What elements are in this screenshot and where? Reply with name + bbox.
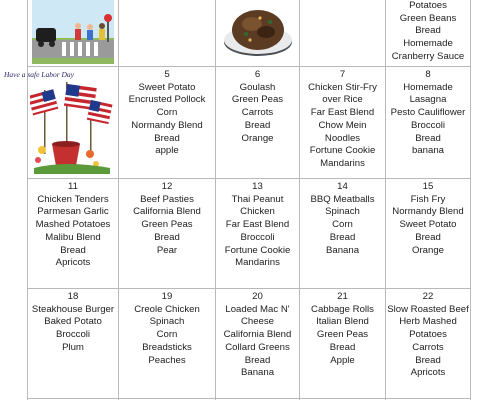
menu-item: Banana (240, 367, 275, 379)
menu-item: Homemade (403, 38, 453, 50)
menu-item: Malibu Blend (45, 231, 101, 243)
menu-cell-day-13 (216, 181, 299, 270)
menu-item: Bread (244, 119, 271, 131)
menu-item: Lasagna (409, 94, 447, 106)
menu-item: Broccoli (240, 231, 275, 243)
labor-day-flags-image (30, 80, 114, 174)
menu-item: Peaches (148, 354, 186, 366)
day-number: 21 (337, 291, 348, 302)
menu-cell-top-col5 (386, 0, 470, 64)
menu-item: California Blend (223, 329, 292, 341)
menu-item: Herb Mashed (399, 316, 457, 328)
menu-item: Chicken (240, 206, 275, 218)
menu-item: Bread (415, 354, 441, 366)
day-number: 22 (422, 291, 434, 302)
menu-item: Beef Pasties (140, 193, 194, 205)
menu-item: Apricots (55, 257, 91, 269)
menu-item: apple (155, 145, 179, 157)
menu-item: Bread (415, 132, 441, 144)
menu-item: Bread (415, 25, 441, 37)
day-number: 12 (161, 181, 173, 192)
menu-item: Pear (156, 244, 178, 256)
menu-cell-day-19 (119, 291, 215, 367)
menu-item: Slow Roasted Beef (387, 303, 469, 315)
menu-item: Green Peas (231, 94, 284, 106)
menu-item: Plum (62, 341, 84, 353)
menu-cell-day-5 (119, 69, 215, 158)
menu-cell-day-6 (216, 69, 299, 145)
day-number: 7 (339, 69, 346, 80)
day-number: 13 (252, 181, 263, 192)
menu-item: Homemade (403, 81, 453, 93)
menu-item: Noodles (324, 132, 361, 144)
labor-day-title: Have a safe Labor Day (4, 70, 74, 79)
menu-item: Green Beans (399, 12, 457, 24)
menu-item: Fortune Cookie (309, 145, 376, 157)
menu-item: Orange (241, 132, 274, 144)
day-number: 11 (68, 181, 78, 192)
menu-cell-day-22 (386, 291, 470, 380)
menu-item: Fortune Cookie (224, 244, 291, 256)
menu-item: Bread (244, 354, 271, 366)
grid-line (27, 178, 471, 179)
menu-item: Green Peas (141, 219, 193, 231)
menu-item: Corn (332, 219, 353, 231)
day-number: 5 (164, 69, 170, 80)
menu-item: Cranberry Sauce (391, 50, 465, 62)
menu-item: Carrots (241, 107, 274, 119)
menu-cell-day-20 (216, 291, 299, 380)
menu-item: Sweet Potato (138, 81, 196, 93)
menu-item: Cabbage Rolls (311, 303, 374, 315)
menu-item: Banana (325, 244, 360, 256)
menu-item: Sweet Potato (399, 219, 457, 231)
menu-item: BBQ Meatballs (310, 193, 375, 205)
day-number: 15 (422, 181, 434, 192)
menu-item: Far East Blend (225, 219, 290, 231)
menu-item: Corn (156, 107, 178, 119)
menu-cell-day-21 (300, 291, 385, 367)
menu-item: Goulash (239, 81, 276, 93)
menu-item: Collard Greens (225, 341, 290, 353)
menu-item: Baked Potato (44, 316, 102, 328)
menu-item: Far East Blend (310, 107, 375, 119)
menu-item: Chicken Stir-Fry (308, 81, 377, 93)
menu-cell-day-14 (300, 181, 385, 257)
menu-item: Fish Fry (410, 193, 446, 205)
menu-item: Parmesan Garlic (37, 206, 109, 218)
crosswalk-image (32, 0, 114, 64)
menu-cell-day-7 (300, 69, 385, 171)
menu-cell-day-15 (386, 181, 470, 257)
menu-item: Encrusted Pollock (128, 94, 206, 106)
menu-item: Steakhouse Burger (31, 303, 115, 315)
menu-item: Potatoes (409, 0, 447, 11)
menu-item: Apricots (410, 367, 446, 379)
menu-item: banana (411, 145, 444, 157)
menu-item: Green Peas (316, 329, 369, 341)
menu-item: Bread (329, 341, 356, 353)
menu-item: Italian Blend (316, 316, 369, 328)
menu-item: Carrots (412, 341, 444, 353)
menu-item: Orange (412, 244, 444, 256)
menu-item: Bread (60, 244, 86, 256)
menu-item: Creole Chicken (134, 303, 200, 315)
menu-item: Spinach (149, 316, 185, 328)
menu-item: Bread (329, 231, 356, 243)
menu-item: Spinach (325, 206, 360, 218)
menu-cell-day-12 (119, 181, 215, 257)
grid-line (27, 288, 471, 289)
menu-cell-day-18 (28, 291, 118, 355)
menu-cell-day-8 (386, 69, 470, 158)
menu-item: Apple (330, 354, 355, 366)
menu-item: Bread (154, 132, 180, 144)
menu-item: Cheese (240, 316, 275, 328)
menu-item: Loaded Mac N' (225, 303, 290, 315)
menu-item: Mandarins (235, 257, 280, 269)
menu-item: California Blend (133, 206, 201, 218)
menu-cell-day-11 (28, 181, 118, 270)
day-number: 8 (425, 69, 431, 80)
menu-item: Pesto Cauliflower (390, 107, 466, 119)
menu-item: Bread (154, 231, 180, 243)
menu-item: Broccoli (410, 119, 446, 131)
day-number: 6 (254, 69, 261, 80)
menu-item: Normandy Blend (392, 206, 464, 218)
menu-item: Thai Peanut (231, 193, 284, 205)
menu-item: over Rice (322, 94, 363, 106)
day-number: 14 (337, 181, 348, 192)
day-number: 18 (67, 291, 79, 302)
menu-item: Potatoes (409, 329, 447, 341)
menu-item: Broccoli (55, 329, 91, 341)
menu-item: Corn (156, 329, 178, 341)
food-photo (220, 0, 296, 62)
menu-item: Mashed Potatoes (35, 219, 111, 231)
grid-line (27, 398, 471, 399)
menu-item: Mandarins (320, 157, 365, 169)
grid-line (27, 66, 471, 67)
menu-item: Chicken Tenders (37, 193, 109, 205)
menu-item: Chow Mein (318, 119, 367, 131)
day-number: 19 (161, 291, 173, 302)
menu-item: Normandy Blend (131, 119, 203, 131)
grid-line (470, 0, 471, 400)
day-number: 20 (252, 291, 263, 302)
menu-item: Breadsticks (142, 341, 192, 353)
menu-item: Bread (415, 231, 441, 243)
